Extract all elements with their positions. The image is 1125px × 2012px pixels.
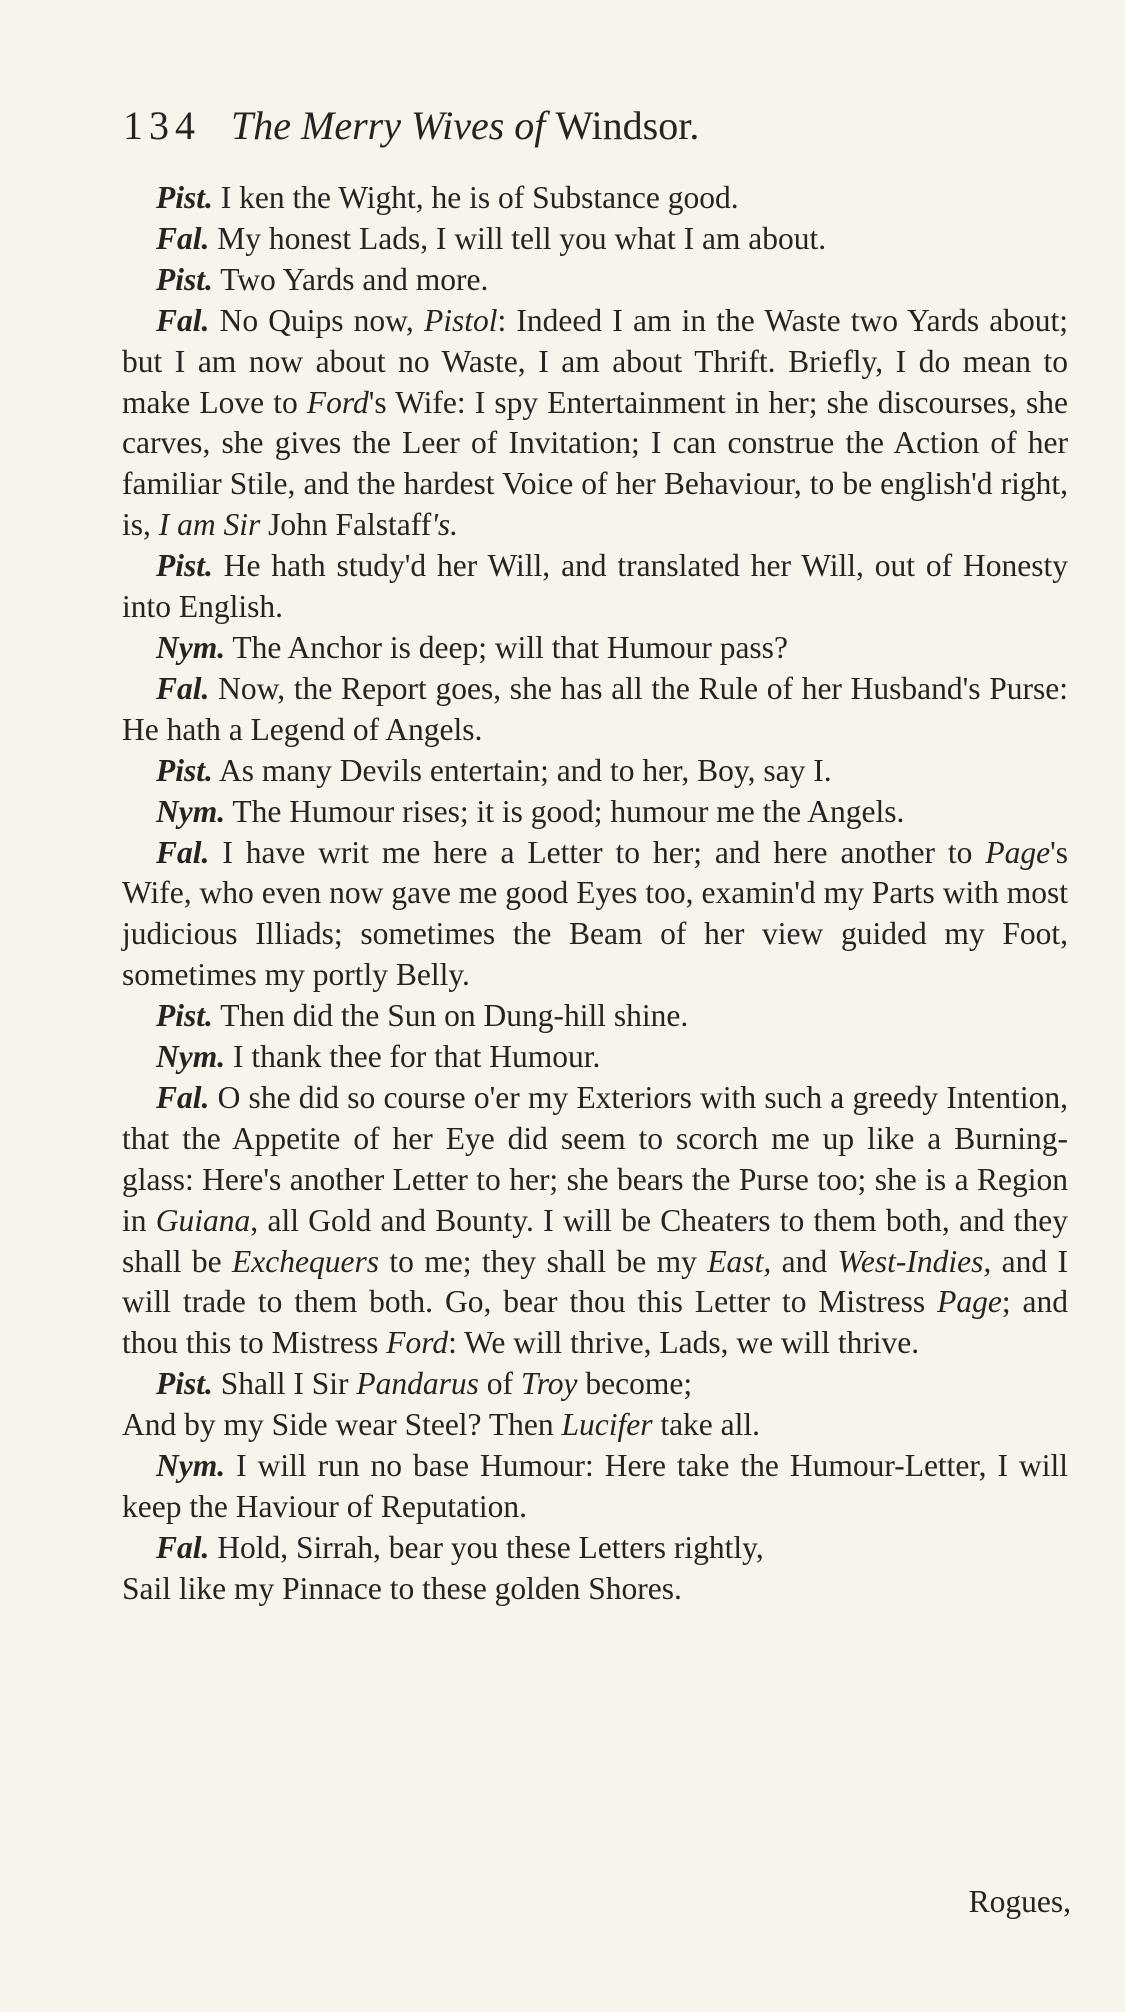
speech-line [122,792,1068,833]
running-header [123,102,699,150]
speech-text: I will run no base Humour: Here take the Humour-Letter, I will keep the Haviour of Reputation. [122,1448,1068,1524]
speech-line [122,1364,1068,1405]
speech-text: 's Wife, who even now gave me good Eyes too, examin'd my Parts with most judicious Illiads; sometimes the Beam of her view guided my Foot, sometimes my portly Belly. [122,834,1068,993]
speaker-name: Pist. [156,1366,213,1402]
speech-text: I ken the Wight, he is of Substance good. [212,180,739,215]
title-italic: The Merry Wives of [231,103,546,148]
speech-line [122,996,1068,1037]
italic-name: Lucifer [561,1407,653,1443]
speech-text: And by my Side wear Steel? Then [122,1407,562,1443]
italic-name: Exchequers [232,1243,379,1279]
speech-text: 's Wife: I spy Entertainment in her; she discourses, she carves, she gives the Leer of Invitation; I can construe the Action of her familiar Stile, and the hardest Voice of her Behaviour, to be english'd right, is, [122,384,1068,543]
speaker-name: Nym. [156,1039,226,1075]
speech-text: I thank thee for that Humour. [225,1039,601,1075]
speaker-name: Pist. [156,261,213,297]
speech-line [122,1446,1068,1528]
running-title [231,103,699,148]
speaker-name: Fal. [156,834,210,870]
italic-name: Page [937,1284,1002,1320]
speaker-name: Nym. [156,629,226,665]
speech-text: No Quips now, [209,302,424,338]
speech-text: and [771,1243,838,1279]
speech-text: ; and thou this to Mistress [122,1284,1068,1361]
speech-text: : We will thrive, Lads, we will thrive. [448,1325,920,1361]
italic-name: East, [707,1243,772,1279]
speech-text: Shall I Sir [212,1366,357,1402]
speaker-name: Fal. [156,1079,210,1115]
catchword: Rogues, [968,1884,1071,1919]
speech-text: Sail like my Pinnace to these golden Shores. [122,1570,682,1606]
speaker-name: Fal. [156,302,210,338]
speech-text: I have writ me here a Letter to her; and here another to [209,834,986,870]
speech-text: to me; they shall be my [378,1243,708,1279]
italic-phrase: 's. [431,507,459,543]
speaker-name: Nym. [156,1448,226,1484]
speech-text: : Indeed I am in the Waste two Yards about; but I am now about no Waste, I am about Thrift. Briefly, I do mean to make Love to [122,302,1068,420]
speech-line [122,1528,1068,1569]
verse-continuation [122,1569,1068,1610]
italic-name: Pistol [423,302,498,338]
italic-phrase: I am Sir [158,507,261,543]
speech-text: Then did the Sun on Dung-hill shine. [212,998,689,1034]
speech-text: of [478,1366,521,1402]
speech-text: Two Yards and more. [212,261,489,297]
verse-continuation [122,1405,1068,1446]
speech-text: The Humour rises; it is good; humour me the Angels. [225,793,905,829]
speech-text: My honest Lads, I will tell you what I am about. [209,220,827,256]
speech-text: become; [577,1366,693,1402]
speech-text: and I will trade to them both. Go, bear thou this Letter to Mistress [122,1243,1068,1320]
italic-name: Troy [520,1366,578,1402]
speech-line [122,1037,1068,1078]
speaker-name: Nym. [156,793,226,829]
speech-line [122,833,1068,997]
speech-text: O she did so course o'er my Exteriors with such a greedy Intention, that the Appetite of her Eye did seem to scorch me up like a Burning-glass: Here's another Letter to her; she bears the Purse too; she is a Region in [122,1079,1068,1238]
speech-line [122,669,1068,751]
speech-text: Now, the Report goes, she has all the Rule of her Husband's Purse: He hath a Legend of Angels. [122,670,1068,747]
speech-line [122,178,1068,219]
italic-name: Page [985,834,1051,870]
italic-name: Guiana [155,1202,251,1238]
speaker-name: Fal. [156,220,210,256]
speech-line [122,301,1068,546]
page-number: 134 [123,103,201,148]
italic-name: Pandarus [356,1366,479,1402]
speech-line [122,260,1068,301]
speech-line [122,751,1068,792]
speaker-name: Pist. [156,998,213,1034]
play-text [122,178,1068,1610]
speaker-name: Pist. [156,752,213,788]
speech-line [122,219,1068,260]
speech-text: Hold, Sirrah, bear you these Letters rightly, [209,1529,764,1565]
title-roman: Windsor. [555,103,700,148]
speech-text: As many Devils entertain; and to her, Boy, say I. [212,752,832,788]
speaker-name: Pist. [156,180,213,215]
italic-name: Ford [386,1325,449,1361]
speech-line [122,546,1068,628]
speech-text: The Anchor is deep; will that Humour pass? [225,629,788,665]
speaker-name: Pist. [156,548,213,584]
speaker-name: Fal. [156,670,210,706]
speech-text: , all Gold and Bounty. I will be Cheaters to them both, and they shall be [122,1202,1068,1279]
italic-name: West-Indies, [837,1243,992,1279]
speech-text: take all. [652,1407,761,1443]
italic-name: Ford [306,384,369,420]
speech-line [122,1078,1068,1364]
speaker-name: Fal. [156,1529,210,1565]
speech-text: He hath study'd her Will, and translated her Will, out of Honesty into English. [122,548,1068,625]
speech-line [122,628,1068,669]
speech-text: John Falstaff [260,507,432,543]
